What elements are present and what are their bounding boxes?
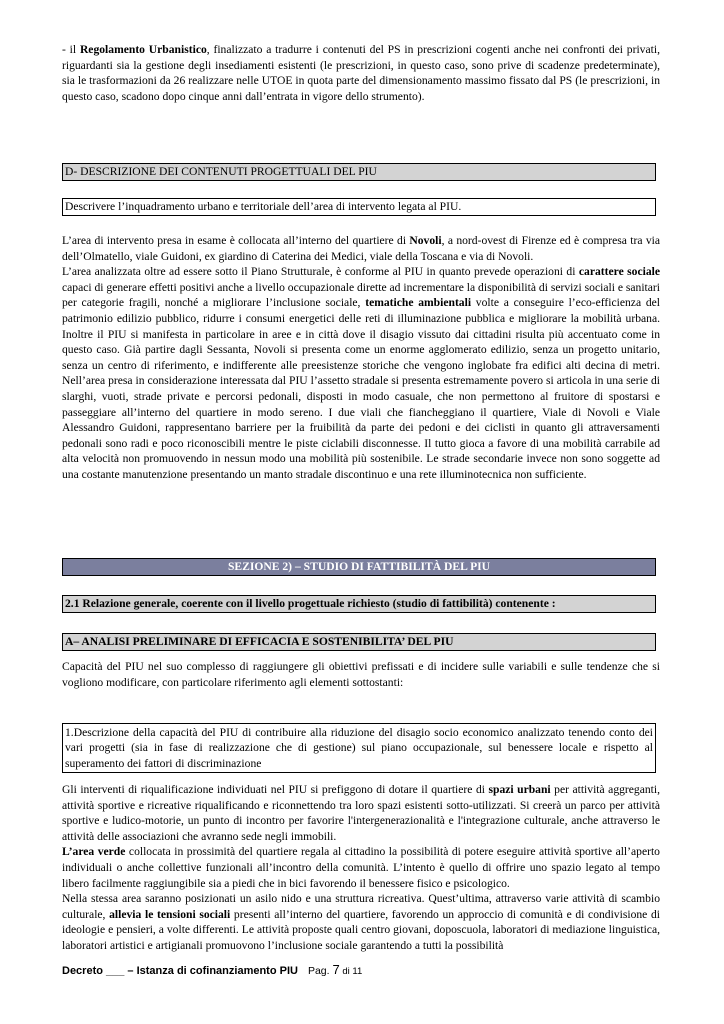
term-spazi-urbani: spazi urbani: [488, 783, 551, 796]
criterion-1-box: 1.Descrizione della capacità del PIU di contribuire alla riduzione del disagio socio economico analizzato tenendo conto dei vari progetti (sia in fase di realizzazione che di gestione) sul piano occupazionale, sul benessere locale e rispetto al superamento dei fattori di discriminazione: [62, 723, 656, 773]
section-2-bar: SEZIONE 2) – STUDIO DI FATTIBILITÀ DEL PIU: [62, 558, 656, 576]
intro-lead: - il: [62, 43, 80, 56]
intro-term: Regolamento Urbanistico: [79, 43, 207, 56]
interventions-text: [62, 782, 660, 954]
section-d-subheading: Descrivere l’inquadramento urbano e territoriale dell’area di intervento legata al PIU.: [62, 198, 656, 216]
description-text: [62, 233, 660, 483]
page-footer: [62, 963, 362, 979]
footer-page-number: Pag. 7 di 11: [307, 962, 363, 977]
paragraph-area-verde: L’area verde collocata in prossimità del quartiere regala al cittadino la possibilità di potere eseguire attività sportive all’aperto individuali o anche collettive funzionali all’incontro della comunità. L’intento è quello di offrire uno spazio legato al tempo libero facilmente raggiungibile sia a piedi che in bici favorendo il benessere fisico e psicologico.: [62, 845, 660, 890]
intro-rest: , finalizzato a tradurre i contenuti del PS in prescrizioni cogenti anche nei confronti dei privati, riguardanti sia la gestione degli insediamenti esistenti (le prescrizioni, in questo caso, sono prive di scadenze predeterminate), sia le trasformazioni da 26 realizzare nelle UTOE in quota parte del dimensionamento massimo fissato dal PS (le prescrizioni, in questo caso, scadono dopo cinque anni dall’entrata in vigore dello strumento).: [62, 43, 660, 103]
section-a-text: Capacità del PIU nel suo complesso di raggiungere gli obiettivi prefissati e di incidere sulle variabili e sulle tendenze che si vogliono modificare, con particolare riferimento agli elementi sottostanti:: [62, 660, 660, 689]
term-novoli: Novoli: [409, 234, 442, 247]
paragraph-spazi-urbani: Gli interventi di riqualificazione individuati nel PIU si prefiggono di dotare il quartiere di spazi urbani per attività aggreganti, attività sportive e ricreative riqualificando e riconnettendo tra loro spazi esistenti sotto-utilizzati. Si creerà un parco per attività sportive e ludico-motorie, un punto di incontro per favorire l'intergenerazionalità e l'integrazione culturale, anche attraverso le attività delle associazioni che avranno sede negli immobili.: [62, 783, 660, 843]
term-carattere-sociale: carattere sociale: [578, 265, 660, 279]
intro-paragraph: [62, 42, 660, 104]
paragraph-asilo: Nella stessa area saranno posizionati un asilo nido e una struttura ricreativa. Quest’ultima, attraverso varie attività di scambio culturale, allevia le tensioni sociali presenti all’interno del quartiere, favorendo un approccio di comunità e di condivisione di ideologie e pensieri, a volte differenti. Le attività proposte quali centro giovani, doposcuola, laboratori di mediazione linguistica, laboratori artistici e artigianali promuovono l’inclusione sociale garantendo a tutti la possibilità: [62, 892, 660, 952]
paragraph-location: L’area di intervento presa in esame è collocata all’interno del quartiere di Novoli, a nord-ovest di Firenze ed è compresa tra via dell’Olmatello, viale Guidoni, ex giardino di Caterina dei Medici, viale della Toscana e via di Novoli.: [62, 234, 660, 263]
paragraph-analysis: L’area analizzata oltre ad essere sotto il Piano Strutturale, è conforme al PIU in quanto prevede operazioni di carattere sociale capaci di generare effetti positivi anche a livello occupazionale dirette ad incrementare la disponibilità di servizi sociali e sanitari per categorie fragili, nonché a migliorare l’inclusione sociale, tematiche ambientali volte a conseguire l’eco-efficienza del patrimonio edilizio pubblico, ridurre i consumi energetici delle reti di illuminazione pubblica e migliorare la mobilità urbana. Inoltre il PIU si manifesta in particolare in aree e in città dove il disagio vissuto dai cittadini risulta più accentuato come in questo caso. Già partire dagli Sessanta, Novoli si presenta come un enorme agglomerato edilizio, senza un progetto unitario, senza un centro di riferimento, e indifferente alle preesistenze storiche che vengono inglobate fra edifici alti decina di metri. Nell’area presa in considerazione interessata dal PIU l’assetto stradale si presenta estremamente povero si articola in una serie di slarghi, vuoti, strade private e percorsi pedonali, disposti in modo casuale, che non permettono al fruitore di spostarsi e passeggiare all’interno del quartiere in modo sereno. I due viali che fiancheggiano il quartiere, Viale di Novoli e Viale Alessandro Guidoni, rappresentano barriere per la fruibilità da parte dei pedoni e dei ciclisti in quanto gli attraversamenti pedonali sono radi e poco riconoscibili mentre le piste ciclabili disconnesse. Il tutto gioca a favore di una mobilità carrabile ad alta velocità non promuovendo in nessun modo una mobilità più sostenibile. Le strade secondarie invece non sono soggette ad una costante manutenzione presentando un manto stradale discontinuo e una rete illuminotecnica non sufficiente.: [62, 265, 661, 481]
section-d-heading: D- DESCRIZIONE DEI CONTENUTI PROGETTUALI DEL PIU: [62, 163, 656, 181]
footer-title: Decreto ___ – Istanza di cofinanziamento PIU: [62, 965, 298, 977]
section-a-heading: A– ANALISI PRELIMINARE DI EFFICACIA E SOSTENIBILITA’ DEL PIU: [62, 633, 656, 651]
term-area-verde: L’area verde: [62, 845, 126, 859]
term-tematiche-ambientali: tematiche ambientali: [365, 296, 472, 310]
section-2-1-heading: 2.1 Relazione generale, coerente con il livello progettuale richiesto (studio di fattibilità) contenente :: [62, 595, 656, 613]
term-tensioni-sociali: allevia le tensioni sociali: [109, 907, 231, 921]
